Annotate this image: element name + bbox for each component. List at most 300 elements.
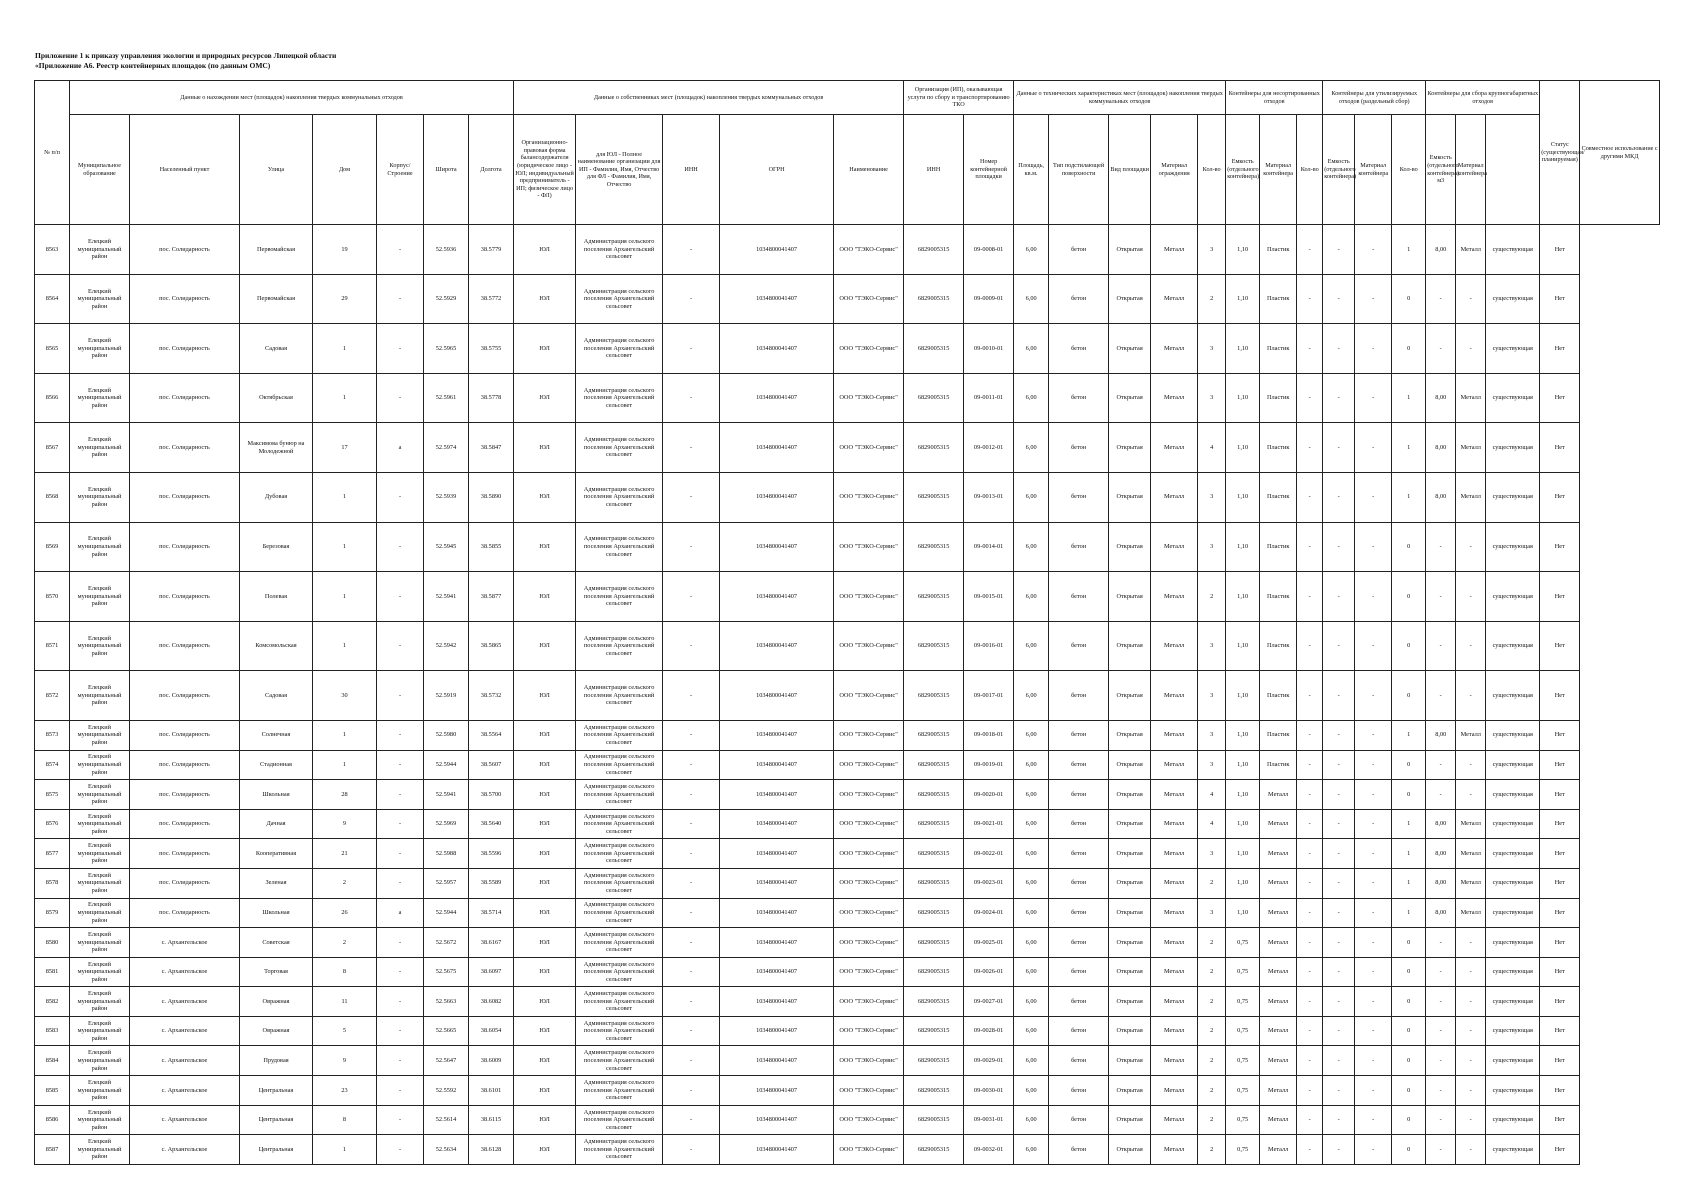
- cell-m2: -: [1355, 809, 1392, 839]
- cell-org: ООО "ТЭКО-Сервис": [834, 522, 904, 572]
- cell-orginn: 6829005315: [904, 1046, 964, 1076]
- cell-site: 09-0016-01: [964, 621, 1014, 671]
- cell-m1: Пластик: [1260, 324, 1297, 374]
- cell-m3: Металл: [1456, 839, 1486, 869]
- cell-lon: 38.5564: [469, 720, 514, 750]
- cell-n: 8566: [35, 373, 70, 423]
- cell-shared: Нет: [1540, 671, 1580, 721]
- cell-c1: 1,10: [1226, 324, 1260, 374]
- cell-q2: -: [1297, 868, 1323, 898]
- cell-q1: 2: [1198, 572, 1226, 622]
- cell-status: существующая: [1486, 373, 1540, 423]
- cell-fence: Металл: [1151, 1076, 1198, 1106]
- cell-np: пос. Солидарность: [130, 572, 240, 622]
- cell-c3: 8,00: [1426, 373, 1456, 423]
- header-column: Организационно-правовая форма балансодержателя (юридическое лицо - ЮЛ; индивидуальный предприниматель - ИП; физическое лицо - ФЛ): [514, 115, 576, 225]
- cell-owner: Администрация сельского поселения Архангельский сельсовет: [576, 572, 663, 622]
- cell-street: Торговая: [240, 957, 313, 987]
- cell-street: Центральная: [240, 1135, 313, 1165]
- cell-q2: -: [1297, 225, 1323, 275]
- cell-street: Овражная: [240, 987, 313, 1017]
- cell-lon: 38.5847: [469, 423, 514, 473]
- cell-area: 6,00: [1014, 839, 1049, 869]
- cell-inn: -: [663, 1135, 720, 1165]
- cell-mo: Елецкий муниципальный район: [70, 225, 130, 275]
- cell-c2: -: [1323, 671, 1355, 721]
- cell-inn: -: [663, 868, 720, 898]
- cell-q3: 0: [1392, 671, 1426, 721]
- cell-form: ЮЛ: [514, 671, 576, 721]
- table-row: [35, 780, 1660, 810]
- cell-q2: -: [1297, 423, 1323, 473]
- cell-korp: -: [377, 373, 424, 423]
- cell-shared: Нет: [1540, 423, 1580, 473]
- header-column: Материал контейнера: [1355, 115, 1392, 225]
- cell-owner: Администрация сельского поселения Архангельский сельсовет: [576, 1016, 663, 1046]
- cell-m3: Металл: [1456, 809, 1486, 839]
- cell-q2: -: [1297, 1076, 1323, 1106]
- cell-org: ООО "ТЭКО-Сервис": [834, 898, 904, 928]
- cell-korp: -: [377, 720, 424, 750]
- cell-m2: -: [1355, 1016, 1392, 1046]
- cell-m3: -: [1456, 957, 1486, 987]
- cell-c3: -: [1426, 780, 1456, 810]
- cell-house: 2: [313, 868, 377, 898]
- cell-q3: 0: [1392, 750, 1426, 780]
- cell-surface: бетон: [1049, 274, 1109, 324]
- header-group: Данные о нахождении мест (площадок) накопления твердых коммунальных отходов: [70, 81, 514, 115]
- cell-form: ЮЛ: [514, 472, 576, 522]
- cell-mo: Елецкий муниципальный район: [70, 423, 130, 473]
- cell-house: 9: [313, 1046, 377, 1076]
- cell-mo: Елецкий муниципальный район: [70, 1076, 130, 1106]
- cell-form: ЮЛ: [514, 780, 576, 810]
- cell-area: 6,00: [1014, 225, 1049, 275]
- cell-q3: 1: [1392, 839, 1426, 869]
- cell-c2: -: [1323, 1046, 1355, 1076]
- header-column: Материал контейнера: [1260, 115, 1297, 225]
- cell-lon: 38.6009: [469, 1046, 514, 1076]
- cell-owner: Администрация сельского поселения Архангельский сельсовет: [576, 423, 663, 473]
- cell-org: ООО "ТЭКО-Сервис": [834, 928, 904, 958]
- cell-n: 8576: [35, 809, 70, 839]
- cell-inn: -: [663, 1105, 720, 1135]
- cell-inn: -: [663, 839, 720, 869]
- cell-q1: 2: [1198, 1046, 1226, 1076]
- cell-fence: Металл: [1151, 423, 1198, 473]
- cell-lon: 38.5779: [469, 225, 514, 275]
- cell-shared: Нет: [1540, 809, 1580, 839]
- cell-q2: -: [1297, 1105, 1323, 1135]
- cell-org: ООО "ТЭКО-Сервис": [834, 572, 904, 622]
- cell-c3: 8,00: [1426, 720, 1456, 750]
- cell-surface: бетон: [1049, 780, 1109, 810]
- cell-m3: Металл: [1456, 472, 1486, 522]
- cell-korp: -: [377, 839, 424, 869]
- cell-shared: Нет: [1540, 324, 1580, 374]
- cell-kind: Открытая: [1109, 671, 1151, 721]
- cell-korp: -: [377, 1076, 424, 1106]
- cell-n: 8564: [35, 274, 70, 324]
- cell-mo: Елецкий муниципальный район: [70, 472, 130, 522]
- cell-n: 8584: [35, 1046, 70, 1076]
- cell-surface: бетон: [1049, 809, 1109, 839]
- cell-m3: -: [1456, 572, 1486, 622]
- cell-mo: Елецкий муниципальный район: [70, 1105, 130, 1135]
- cell-surface: бетон: [1049, 1046, 1109, 1076]
- cell-lat: 52.5592: [424, 1076, 469, 1106]
- cell-c2: -: [1323, 750, 1355, 780]
- cell-q2: -: [1297, 472, 1323, 522]
- cell-shared: Нет: [1540, 522, 1580, 572]
- cell-q3: 0: [1392, 780, 1426, 810]
- cell-c1: 0,75: [1226, 987, 1260, 1017]
- cell-c2: -: [1323, 373, 1355, 423]
- cell-area: 6,00: [1014, 1105, 1049, 1135]
- cell-q1: 3: [1198, 225, 1226, 275]
- cell-orginn: 6829005315: [904, 522, 964, 572]
- cell-house: 17: [313, 423, 377, 473]
- cell-lat: 52.5939: [424, 472, 469, 522]
- cell-lat: 52.5929: [424, 274, 469, 324]
- cell-np: с. Архангельское: [130, 987, 240, 1017]
- cell-c3: -: [1426, 324, 1456, 374]
- cell-q3: 0: [1392, 1105, 1426, 1135]
- cell-lon: 38.5589: [469, 868, 514, 898]
- cell-lat: 52.5965: [424, 324, 469, 374]
- cell-lon: 38.6097: [469, 957, 514, 987]
- cell-lon: 38.5700: [469, 780, 514, 810]
- cell-c2: -: [1323, 423, 1355, 473]
- cell-lat: 52.5942: [424, 621, 469, 671]
- header-column: ИНН: [904, 115, 964, 225]
- header-group-row: [35, 81, 1660, 115]
- cell-c1: 1,10: [1226, 671, 1260, 721]
- cell-kind: Открытая: [1109, 621, 1151, 671]
- cell-surface: бетон: [1049, 225, 1109, 275]
- cell-m1: Пластик: [1260, 621, 1297, 671]
- cell-kind: Открытая: [1109, 423, 1151, 473]
- cell-q1: 3: [1198, 621, 1226, 671]
- cell-korp: -: [377, 809, 424, 839]
- cell-q1: 2: [1198, 1135, 1226, 1165]
- cell-korp: -: [377, 671, 424, 721]
- cell-lat: 52.5663: [424, 987, 469, 1017]
- cell-lat: 52.5980: [424, 720, 469, 750]
- cell-org: ООО "ТЭКО-Сервис": [834, 1135, 904, 1165]
- cell-np: пос. Солидарность: [130, 780, 240, 810]
- cell-form: ЮЛ: [514, 839, 576, 869]
- cell-q1: 4: [1198, 809, 1226, 839]
- cell-n: 8567: [35, 423, 70, 473]
- cell-orginn: 6829005315: [904, 809, 964, 839]
- cell-n: 8578: [35, 868, 70, 898]
- cell-lat: 52.5919: [424, 671, 469, 721]
- cell-ogrn: 1034800041407: [720, 522, 834, 572]
- header-column: Емкость (отдельного контейнера): [1226, 115, 1260, 225]
- table-row: [35, 809, 1660, 839]
- cell-area: 6,00: [1014, 671, 1049, 721]
- cell-org: ООО "ТЭКО-Сервис": [834, 225, 904, 275]
- cell-lat: 52.5957: [424, 868, 469, 898]
- cell-area: 6,00: [1014, 621, 1049, 671]
- table-header: [35, 81, 1660, 225]
- cell-owner: Администрация сельского поселения Архангельский сельсовет: [576, 898, 663, 928]
- cell-korp: -: [377, 274, 424, 324]
- cell-org: ООО "ТЭКО-Сервис": [834, 839, 904, 869]
- cell-m2: -: [1355, 1076, 1392, 1106]
- cell-owner: Администрация сельского поселения Архангельский сельсовет: [576, 472, 663, 522]
- cell-q2: -: [1297, 750, 1323, 780]
- cell-mo: Елецкий муниципальный район: [70, 1046, 130, 1076]
- cell-m2: -: [1355, 522, 1392, 572]
- cell-korp: -: [377, 780, 424, 810]
- cell-form: ЮЛ: [514, 957, 576, 987]
- cell-kind: Открытая: [1109, 898, 1151, 928]
- cell-fence: Металл: [1151, 898, 1198, 928]
- cell-ogrn: 1034800041407: [720, 373, 834, 423]
- header-group: Контейнеры для сбора крупногабаритных отходов: [1426, 81, 1540, 115]
- cell-m3: Металл: [1456, 423, 1486, 473]
- cell-c1: 1,10: [1226, 225, 1260, 275]
- cell-ogrn: 1034800041407: [720, 928, 834, 958]
- cell-m2: -: [1355, 472, 1392, 522]
- cell-mo: Елецкий муниципальный район: [70, 750, 130, 780]
- cell-n: 8577: [35, 839, 70, 869]
- cell-status: существующая: [1486, 928, 1540, 958]
- cell-inn: -: [663, 1076, 720, 1106]
- table-row: [35, 621, 1660, 671]
- table-row: [35, 1016, 1660, 1046]
- cell-c3: -: [1426, 957, 1456, 987]
- cell-lon: 38.6101: [469, 1076, 514, 1106]
- cell-c1: 1,10: [1226, 839, 1260, 869]
- cell-kind: Открытая: [1109, 750, 1151, 780]
- cell-ogrn: 1034800041407: [720, 225, 834, 275]
- cell-form: ЮЛ: [514, 1105, 576, 1135]
- cell-site: 09-0012-01: [964, 423, 1014, 473]
- cell-m2: -: [1355, 839, 1392, 869]
- cell-c1: 1,10: [1226, 720, 1260, 750]
- cell-n: 8581: [35, 957, 70, 987]
- cell-m3: -: [1456, 987, 1486, 1017]
- cell-inn: -: [663, 225, 720, 275]
- cell-status: существующая: [1486, 957, 1540, 987]
- cell-owner: Администрация сельского поселения Архангельский сельсовет: [576, 373, 663, 423]
- cell-site: 09-0026-01: [964, 957, 1014, 987]
- header-column: Площадь, кв.м.: [1014, 115, 1049, 225]
- cell-house: 1: [313, 1135, 377, 1165]
- cell-c1: 1,10: [1226, 898, 1260, 928]
- cell-inn: -: [663, 780, 720, 810]
- cell-mo: Елецкий муниципальный район: [70, 671, 130, 721]
- cell-c3: 8,00: [1426, 898, 1456, 928]
- cell-lon: 38.6167: [469, 928, 514, 958]
- cell-c1: 0,75: [1226, 1076, 1260, 1106]
- cell-c3: 8,00: [1426, 809, 1456, 839]
- cell-house: 29: [313, 274, 377, 324]
- cell-site: 09-0015-01: [964, 572, 1014, 622]
- cell-q2: -: [1297, 987, 1323, 1017]
- cell-org: ООО "ТЭКО-Сервис": [834, 1076, 904, 1106]
- cell-n: 8582: [35, 987, 70, 1017]
- cell-q1: 2: [1198, 987, 1226, 1017]
- cell-c2: -: [1323, 720, 1355, 750]
- cell-mo: Елецкий муниципальный район: [70, 898, 130, 928]
- cell-q2: -: [1297, 898, 1323, 928]
- cell-orginn: 6829005315: [904, 928, 964, 958]
- cell-mo: Елецкий муниципальный район: [70, 720, 130, 750]
- cell-inn: -: [663, 621, 720, 671]
- cell-n: 8569: [35, 522, 70, 572]
- cell-area: 6,00: [1014, 1135, 1049, 1165]
- cell-owner: Администрация сельского поселения Архангельский сельсовет: [576, 868, 663, 898]
- cell-c1: 0,75: [1226, 957, 1260, 987]
- cell-surface: бетон: [1049, 839, 1109, 869]
- cell-q2: -: [1297, 324, 1323, 374]
- cell-c2: -: [1323, 898, 1355, 928]
- cell-q1: 3: [1198, 472, 1226, 522]
- cell-shared: Нет: [1540, 572, 1580, 622]
- cell-site: 09-0013-01: [964, 472, 1014, 522]
- cell-q1: 3: [1198, 898, 1226, 928]
- cell-status: существующая: [1486, 750, 1540, 780]
- cell-house: 1: [313, 324, 377, 374]
- cell-m2: -: [1355, 324, 1392, 374]
- cell-kind: Открытая: [1109, 274, 1151, 324]
- document-caption: [35, 51, 735, 71]
- cell-kind: Открытая: [1109, 1105, 1151, 1135]
- cell-korp: -: [377, 928, 424, 958]
- cell-fence: Металл: [1151, 1135, 1198, 1165]
- cell-c3: 8,00: [1426, 225, 1456, 275]
- cell-surface: бетон: [1049, 671, 1109, 721]
- cell-site: 09-0017-01: [964, 671, 1014, 721]
- cell-lon: 38.5877: [469, 572, 514, 622]
- table-row: [35, 868, 1660, 898]
- cell-lat: 52.5945: [424, 522, 469, 572]
- cell-mo: Елецкий муниципальный район: [70, 868, 130, 898]
- cell-n: 8583: [35, 1016, 70, 1046]
- cell-m2: -: [1355, 750, 1392, 780]
- cell-korp: -: [377, 987, 424, 1017]
- cell-org: ООО "ТЭКО-Сервис": [834, 1046, 904, 1076]
- cell-site: 09-0022-01: [964, 839, 1014, 869]
- cell-q3: 0: [1392, 928, 1426, 958]
- cell-site: 09-0030-01: [964, 1076, 1014, 1106]
- cell-m1: Металл: [1260, 780, 1297, 810]
- cell-area: 6,00: [1014, 1076, 1049, 1106]
- cell-c1: 1,10: [1226, 274, 1260, 324]
- cell-owner: Администрация сельского поселения Архангельский сельсовет: [576, 928, 663, 958]
- cell-status: существующая: [1486, 809, 1540, 839]
- cell-surface: бетон: [1049, 1135, 1109, 1165]
- cell-inn: -: [663, 898, 720, 928]
- cell-q1: 3: [1198, 839, 1226, 869]
- cell-orginn: 6829005315: [904, 472, 964, 522]
- cell-q1: 2: [1198, 1016, 1226, 1046]
- cell-fence: Металл: [1151, 720, 1198, 750]
- cell-kind: Открытая: [1109, 572, 1151, 622]
- cell-org: ООО "ТЭКО-Сервис": [834, 809, 904, 839]
- cell-orginn: 6829005315: [904, 1016, 964, 1046]
- cell-fence: Металл: [1151, 671, 1198, 721]
- cell-form: ЮЛ: [514, 324, 576, 374]
- cell-q3: 1: [1392, 225, 1426, 275]
- cell-owner: Администрация сельского поселения Архангельский сельсовет: [576, 671, 663, 721]
- cell-lat: 52.5614: [424, 1105, 469, 1135]
- cell-m1: Металл: [1260, 987, 1297, 1017]
- cell-q1: 3: [1198, 522, 1226, 572]
- header-column: Материал ограждения: [1151, 115, 1198, 225]
- cell-area: 6,00: [1014, 928, 1049, 958]
- header-group: Контейнеры для утилизируемых отходов (раздельный сбор): [1323, 81, 1426, 115]
- cell-street: Школьная: [240, 780, 313, 810]
- cell-street: Садовая: [240, 671, 313, 721]
- table-row: [35, 898, 1660, 928]
- cell-owner: Администрация сельского поселения Архангельский сельсовет: [576, 1076, 663, 1106]
- cell-house: 19: [313, 225, 377, 275]
- cell-q3: 0: [1392, 324, 1426, 374]
- cell-mo: Елецкий муниципальный район: [70, 274, 130, 324]
- header-column: Тип подстилающей поверхности: [1049, 115, 1109, 225]
- cell-status: существующая: [1486, 720, 1540, 750]
- header-group: Данные о собственниках мест (площадок) накопления твердых коммунальных отходов: [514, 81, 904, 115]
- cell-house: 21: [313, 839, 377, 869]
- cell-m3: -: [1456, 324, 1486, 374]
- cell-lat: 52.5647: [424, 1046, 469, 1076]
- cell-site: 09-0028-01: [964, 1016, 1014, 1046]
- cell-ogrn: 1034800041407: [720, 809, 834, 839]
- cell-orginn: 6829005315: [904, 839, 964, 869]
- header-shared-use: Совместное использование с другими МКД: [1580, 81, 1660, 225]
- cell-q2: -: [1297, 522, 1323, 572]
- cell-owner: Администрация сельского поселения Архангельский сельсовет: [576, 720, 663, 750]
- cell-c2: -: [1323, 621, 1355, 671]
- cell-m3: -: [1456, 671, 1486, 721]
- cell-orginn: 6829005315: [904, 720, 964, 750]
- cell-area: 6,00: [1014, 324, 1049, 374]
- cell-status: существующая: [1486, 225, 1540, 275]
- cell-m3: -: [1456, 1105, 1486, 1135]
- cell-surface: бетон: [1049, 621, 1109, 671]
- cell-c1: 1,10: [1226, 621, 1260, 671]
- cell-street: Центральная: [240, 1076, 313, 1106]
- cell-ogrn: 1034800041407: [720, 987, 834, 1017]
- cell-m3: Металл: [1456, 898, 1486, 928]
- cell-inn: -: [663, 720, 720, 750]
- cell-m2: -: [1355, 671, 1392, 721]
- cell-site: 09-0008-01: [964, 225, 1014, 275]
- cell-lat: 52.5944: [424, 750, 469, 780]
- cell-korp: -: [377, 1016, 424, 1046]
- header-column: Муниципальное образование: [70, 115, 130, 225]
- cell-lon: 38.5596: [469, 839, 514, 869]
- cell-orginn: 6829005315: [904, 324, 964, 374]
- cell-org: ООО "ТЭКО-Сервис": [834, 472, 904, 522]
- cell-n: 8570: [35, 572, 70, 622]
- cell-c1: 0,75: [1226, 1016, 1260, 1046]
- cell-c1: 0,75: [1226, 928, 1260, 958]
- cell-form: ЮЛ: [514, 809, 576, 839]
- cell-n: 8573: [35, 720, 70, 750]
- cell-q2: -: [1297, 373, 1323, 423]
- header-column: Долгота: [469, 115, 514, 225]
- cell-mo: Елецкий муниципальный район: [70, 522, 130, 572]
- cell-street: Садовая: [240, 324, 313, 374]
- cell-m2: -: [1355, 423, 1392, 473]
- cell-q1: 2: [1198, 1076, 1226, 1106]
